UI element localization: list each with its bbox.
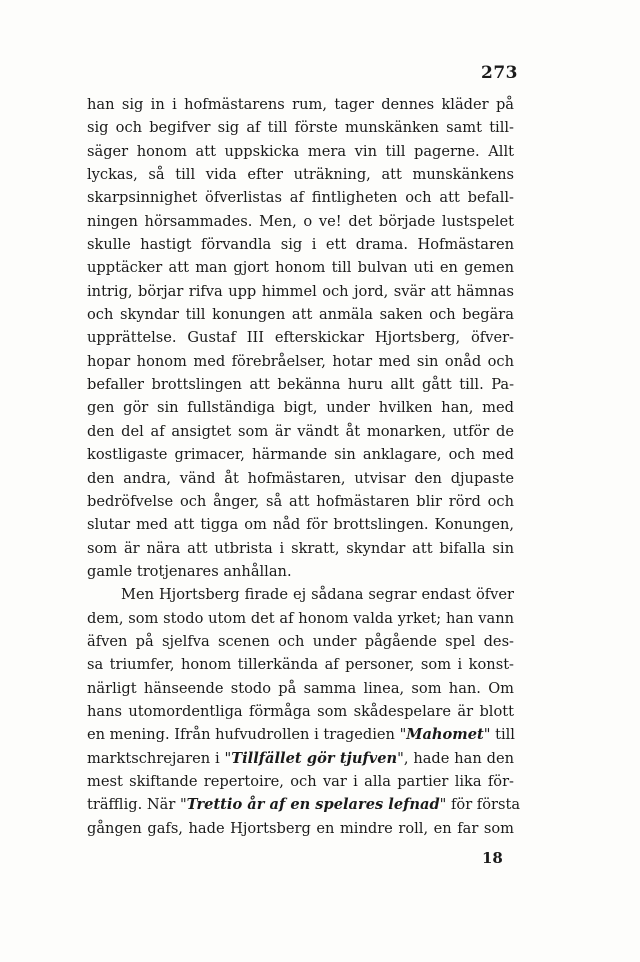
text-line: den andra, vänd åt hofmästaren, utvisar den djupaste (87, 469, 514, 487)
text-line (87, 747, 514, 770)
text-line: dem, som stodo utom det af honom valda yrket; han vann (87, 609, 514, 627)
text-line: lyckas, så till vida efter uträkning, att munskänkens (87, 166, 514, 184)
play-title: Tillfället gör tjufven (231, 749, 398, 767)
text-line: mest skiftande repertoire, och var i alla partier lika för- (87, 772, 514, 790)
text-line: slutar med att tigga om nåd för brottslingen. Konungen, (87, 516, 514, 534)
text-line: och skyndar till konungen att anmäla saken och begära (87, 306, 514, 324)
text-line: skarpsinnighet öfverlistas af fintligheten och att befall- (87, 189, 514, 207)
signature-mark: 18 (482, 849, 503, 867)
page-number: 273 (481, 63, 518, 83)
text-line: gen gör sin fullständiga bigt, under hvilken han, med (87, 399, 514, 417)
text-run: " till (483, 726, 515, 744)
text-run: träfflig. När " (87, 796, 187, 814)
text-line: som är nära att utbrista i skratt, skyndar att bifalla sin (87, 539, 514, 557)
text-line: skulle hastigt förvandla sig i ett drama. Hofmästaren (87, 236, 514, 254)
text-line: den del af ansigtet som är vändt åt monarken, utför de (87, 422, 514, 440)
text-line: Men Hjortsberg firade ej sådana segrar endast öfver (121, 586, 514, 604)
text-run: ", hade han den (397, 749, 514, 767)
text-line: hopar honom med förebråelser, hotar med sin onåd och (87, 352, 514, 370)
text-line: ningen hörsammades. Men, o ve! det började lustspelet (87, 212, 514, 230)
text-line: upprättelse. Gustaf III efterskickar Hjortsberg, öfver- (87, 329, 514, 347)
text-line: befaller brottslingen att bekänna huru allt gått till. Pa- (87, 376, 514, 394)
text-line: säger honom att uppskicka mera vin till pagerne. Allt (87, 142, 514, 160)
play-title: Trettio år af en spelares lefnad (186, 796, 440, 814)
text-line: bedröfvelse och ånger, så att hofmästaren blir rörd och (87, 492, 514, 510)
text-line: han sig in i hofmästarens rum, tager dennes kläder på (87, 96, 514, 113)
text-line (87, 793, 521, 816)
text-line: kostligaste grimacer, härmande sin anklagare, och med (87, 446, 514, 464)
text-line: sig och begifver sig af till förste munskänken samt till- (87, 119, 514, 137)
text-line: gamle trotjenares anhållan. (87, 562, 292, 580)
text-line: hans utomordentliga förmåga som skådespelare är blott (87, 702, 514, 720)
text-line (87, 723, 514, 746)
text-line: upptäcker att man gjort honom till bulvan uti en gemen (87, 259, 514, 277)
text-line: närligt hänseende stodo på samma linea, som han. Om (87, 679, 514, 697)
text-line: äfven på sjelfva scenen och under pågående spel des- (87, 632, 514, 650)
play-title: Mahomet (406, 726, 484, 744)
paragraph (87, 93, 514, 583)
text-line: sa triumfer, honom tillerkända af personer, som i konst- (87, 656, 514, 674)
text-run: marktschrejaren i " (87, 749, 232, 767)
paragraph (87, 583, 521, 840)
text-line: gången gafs, hade Hjortsberg en mindre roll, en far som (87, 819, 514, 837)
text-line: intrig, börjar rifva upp himmel och jord, svär att hämnas (87, 282, 514, 300)
text-run: " för första (439, 796, 521, 814)
body-text (87, 93, 521, 840)
text-run: en mening. Ifrån hufvudrollen i tragedien " (87, 726, 407, 744)
